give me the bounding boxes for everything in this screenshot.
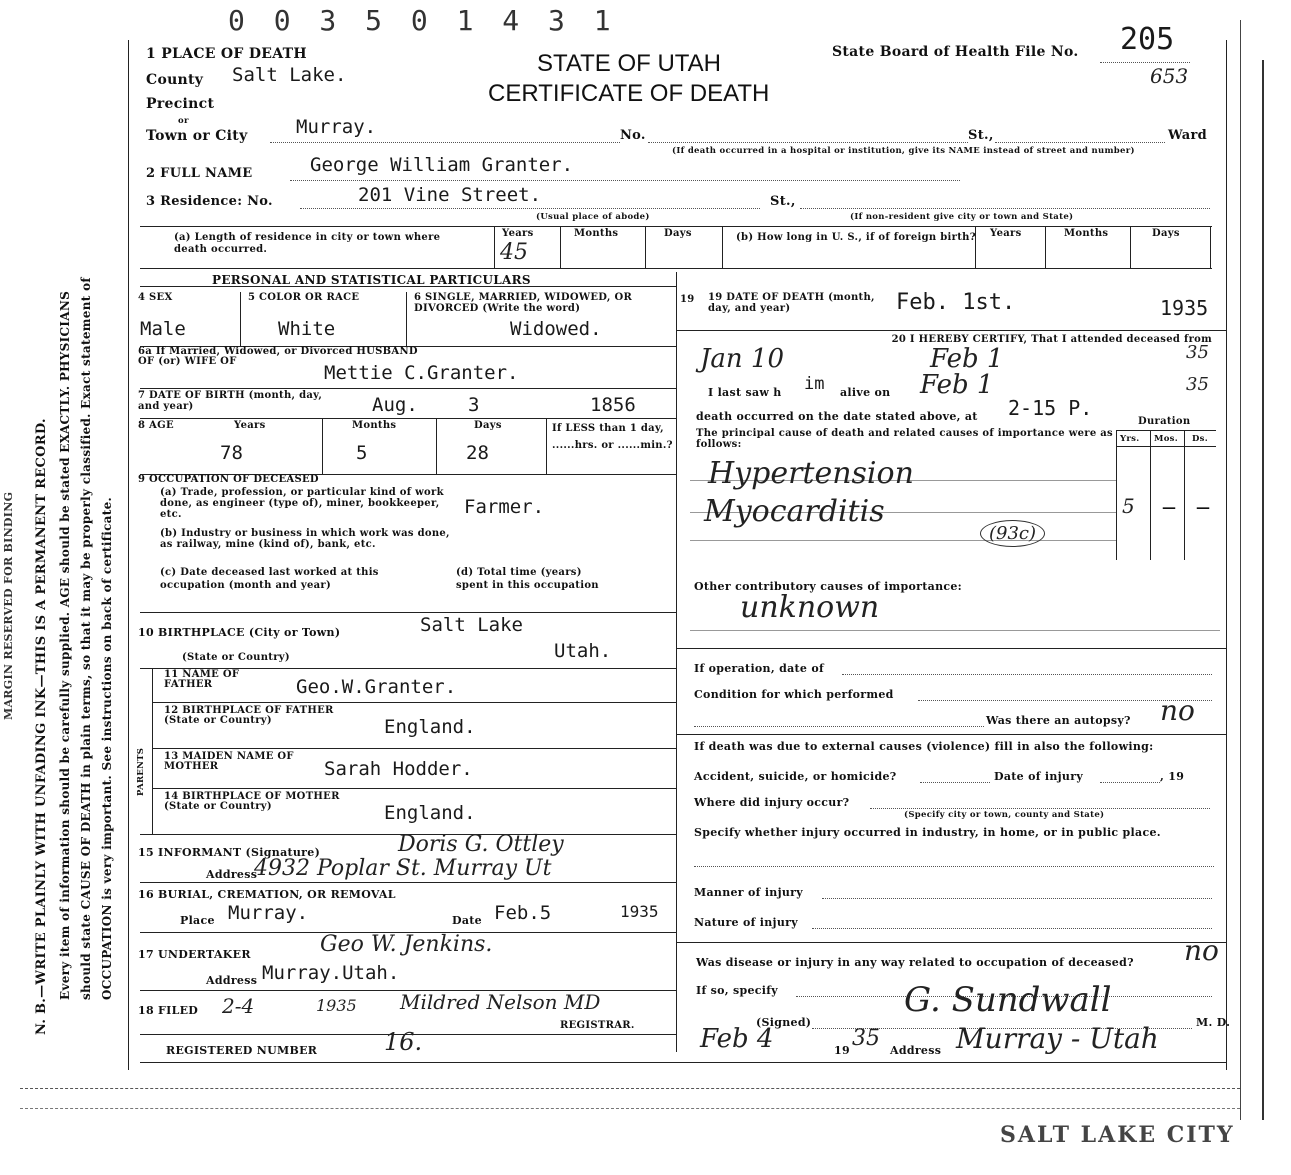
signed-year-prefix: 19 [834,1044,850,1057]
mother-name: Sarah Hodder. [324,758,473,780]
us-years-label: Years [990,228,1022,239]
attended-year: 35 [1186,342,1209,363]
county-label: County [146,72,204,88]
place-of-death-heading: 1 PLACE OF DEATH [146,46,307,62]
res-days-label: Days [664,228,692,239]
age-years-value: 78 [220,442,243,464]
cause-code: (93c) [980,520,1045,547]
residence-length-label: (a) Length of residence in city or town where death occurred. [174,232,441,255]
registrar-label: REGISTRAR. [560,1020,635,1031]
undertaker-label: 17 UNDERTAKER [138,948,251,961]
last-saw-date: Feb 1 [920,370,994,400]
less-than-day-label: If LESS than 1 day, ......hrs. or ......min.? [552,423,673,451]
signed-address: Murray - Utah [956,1022,1159,1055]
signed-label: (Signed) [756,1016,812,1029]
res-years-value: 45 [500,240,528,265]
no-label: No. [620,128,646,143]
parents-label: PARENTS [136,747,146,796]
birthplace-state: Utah. [554,640,612,662]
operation-label: If operation, date of [694,662,825,675]
birthplace-label: 10 BIRTHPLACE (City or Town) [138,626,341,639]
marital-label: 6 SINGLE, MARRIED, WIDOWED, OR DIVORCED (Write the word) [414,292,633,314]
sex-label: 4 SEX [138,292,173,303]
page-edge-2 [1262,60,1264,1120]
burial-date-label: Date [452,914,482,927]
form-left-border [128,40,129,1070]
injury-location-label: Where did injury occur? [694,796,850,809]
attended-from: Jan 10 [700,344,785,374]
state-title: STATE OF UTAH [537,50,721,77]
father-name-label: 11 NAME OF FATHER [164,669,240,690]
res-months-label: Months [574,228,619,239]
last-saw-year: 35 [1186,374,1209,395]
color-value: White [278,318,336,340]
last-saw-label: I last saw h [708,386,782,399]
occupation-related-label: Was disease or injury in any way related to occupation of deceased? [696,956,1134,969]
date-of-death: Feb. 1st. [896,290,1016,315]
dob-day: 3 [468,394,480,416]
dob-year: 1856 [590,394,636,416]
file-number: 205 [1120,22,1175,57]
usual-abode-note: (Usual place of abode) [536,212,650,222]
hospital-note: (If death occurred in a hospital or institution, give its NAME instead of street and number) [672,146,1135,156]
date-of-death-label: 19 DATE OF DEATH (month, day, and year) [708,292,875,314]
injury-setting-label: Specify whether injury occurred in industry, in home, or in public place. [694,826,1161,839]
cause-duration-dash-2: — [1196,500,1211,516]
manner-label: Manner of injury [694,886,803,899]
sex-value: Male [140,318,186,340]
duration-years-label: Yrs. [1120,434,1140,444]
md-label: M. D. [1196,1016,1231,1029]
primary-cause: Hypertension [708,456,914,491]
age-months-value: 5 [356,442,368,464]
external-causes-label: If death was due to external causes (violence) fill in also the following: [694,740,1154,753]
condition-label: Condition for which performed [694,688,894,701]
margin-instruction-3: should state CAUSE OF DEATH in plain terms, so that it may be properly classified. Exact statement of [79,277,93,1000]
occupation-label: 9 OCCUPATION OF DECEASED [138,474,319,485]
father-name: Geo.W.Granter. [296,676,457,698]
spouse-value: Mettie C.Granter. [324,362,519,384]
file-number-label: State Board of Health File No. [832,44,1079,60]
burial-year: 1935 [620,902,659,921]
undertaker-address-label: Address [206,974,258,987]
informant-address-label: Address [206,868,258,881]
us-days-label: Days [1152,228,1180,239]
foreign-birth-label: (b) How long in U. S., if of foreign birth? [736,232,976,243]
autopsy-label: Was there an autopsy? [986,714,1131,727]
registered-number: 16. [384,1028,423,1056]
residence-st-label: St., [770,194,796,209]
nature-label: Nature of injury [694,916,798,929]
physician-signature: G. Sundwall [904,980,1112,1020]
contributory-value: unknown [740,590,880,625]
secondary-cause: Myocarditis [704,494,885,529]
serial-stamp: 0 0 3 5 0 1 4 3 1 [228,4,617,37]
precinct-label: Precinct [146,96,215,112]
informant-signature: Doris G. Ottley [398,832,564,857]
signed-date: Feb 4 [700,1024,774,1054]
duration-months-label: Mos. [1154,434,1179,444]
birthplace-state-label: (State or Country) [182,652,290,663]
marital-value: Widowed. [510,318,602,340]
mother-birthplace-label: 14 BIRTHPLACE OF MOTHER (State or Country) [164,791,340,812]
binding-margin-note: MARGIN RESERVED FOR BINDING [2,491,15,720]
registered-number-label: REGISTERED NUMBER [166,1044,318,1057]
occupation-a-label: (a) Trade, profession, or particular kind of work done, as engineer (type of), miner, bookkeeper, etc. [160,487,444,520]
filed-year: 1935 [316,996,357,1015]
town-value: Murray. [296,116,377,138]
burial-place-label: Place [180,914,215,927]
perforation-line [20,1088,1240,1089]
injury-location-note: (Specify city or town, county and State) [904,810,1105,820]
margin-instruction-2: Every item of information should be carefully supplied. AGE should be stated EXACTLY. PHYSICIANS [58,290,72,1000]
undertaker-address: Murray.Utah. [262,962,400,984]
signed-year: 35 [852,1026,880,1051]
attended-to: Feb 1 [930,344,1004,374]
injury-year-label: , 19 [1160,770,1185,783]
cause-label: The principal cause of death and related causes of importance were as follows: [696,428,1113,450]
injury-date-label: Date of injury [994,770,1084,783]
residence-value: 201 Vine Street. [358,184,542,206]
or-label: or [178,116,189,126]
form-right-border [1226,40,1227,1070]
certificate-title: CERTIFICATE OF DEATH [488,80,770,107]
burial-place: Murray. [228,902,309,924]
father-birthplace-label: 12 BIRTHPLACE OF FATHER (State or Country) [164,705,334,726]
if-so-label: If so, specify [696,984,778,997]
contributory-label: Other contributory causes of importance: [694,580,963,593]
file-number-note: 653 [1150,64,1189,88]
us-months-label: Months [1064,228,1109,239]
mother-name-label: 13 MAIDEN NAME OF MOTHER [164,751,294,772]
autopsy-value: no [1160,694,1195,727]
registrar-signature: Mildred Nelson MD [400,990,601,1014]
accident-label: Accident, suicide, or homicide? [694,770,897,783]
last-saw-pronoun: im [804,374,825,394]
st-label: St., [968,128,994,143]
county-value: Salt Lake. [232,64,347,86]
column-divider [676,272,677,1052]
burial-date: Feb.5 [494,902,552,924]
age-days-label: Days [474,420,502,431]
margin-instruction-4: OCCUPATION is very important. See instructions on back of certificate. [100,496,114,1000]
death-year: 1935 [1160,296,1209,320]
dob-label: 7 DATE OF BIRTH (month, day, and year) [138,390,323,412]
page-edge [1240,20,1241,1120]
cause-duration-dash: — [1162,500,1177,516]
margin-instruction-1: N. B.—WRITE PLAINLY WITH UNFADING INK—THIS IS A PERMANENT RECORD. [34,418,49,1035]
birthplace-city: Salt Lake [420,614,523,636]
time-of-death: 2-15 P. [1008,396,1093,420]
residence-label: 3 Residence: No. [146,194,273,209]
full-name-label: 2 FULL NAME [146,166,253,181]
mother-birthplace: England. [384,802,476,824]
perforation-line-2 [20,1108,1240,1109]
occupation-b-label: (b) Industry or business in which work was done, as railway, mine (kind of), bank, etc. [160,528,450,550]
color-label: 5 COLOR OR RACE [248,292,360,303]
filed-label: 18 FILED [138,1004,199,1017]
dob-month: Aug. [372,394,418,416]
signed-address-label: Address [890,1044,942,1057]
full-name-value: George William Granter. [310,154,574,176]
burial-label: 16 BURIAL, CREMATION, OR REMOVAL [138,888,396,901]
duration-days-label: Ds. [1192,434,1209,444]
age-label: 8 AGE [138,420,174,431]
occupation-related-value: no [1184,934,1219,967]
certify-label: 20 I HEREBY CERTIFY, That I attended deceased from [891,334,1212,345]
age-days-value: 28 [466,442,489,464]
cause-duration-years: 5 [1122,494,1135,518]
personal-heading: PERSONAL AND STATISTICAL PARTICULARS [212,273,531,287]
alive-on-label: alive on [840,386,891,399]
informant-address: 4932 Poplar St. Murray Ut [254,856,552,881]
time-of-death-label: death occurred on the date stated above, at [696,410,978,423]
occupation-c-label: (c) Date deceased last worked at this occupation (month and year) [160,567,379,591]
ward-label: Ward [1168,128,1208,143]
res-years-label: Years [502,228,534,239]
bottom-stamp: SALT LAKE CITY [1000,1122,1235,1148]
informant-label: 15 INFORMANT (Signature) [138,846,321,859]
filed-date: 2-4 [222,994,255,1018]
town-label: Town or City [146,128,248,144]
age-months-label: Months [352,420,397,431]
occupation-value: Farmer. [464,496,545,518]
age-years-label: Years [234,420,266,431]
nonresident-note: (If non-resident give city or town and State) [850,212,1074,222]
occupation-d-label: (d) Total time (years) spent in this occupation [456,567,599,591]
dod-number: 19 [680,294,695,305]
duration-label: Duration [1138,416,1191,427]
spouse-label: 6a If Married, Widowed, or Divorced HUSBAND OF (or) WIFE OF [138,346,418,367]
father-birthplace: England. [384,716,476,738]
undertaker-signature: Geo W. Jenkins. [320,932,493,957]
